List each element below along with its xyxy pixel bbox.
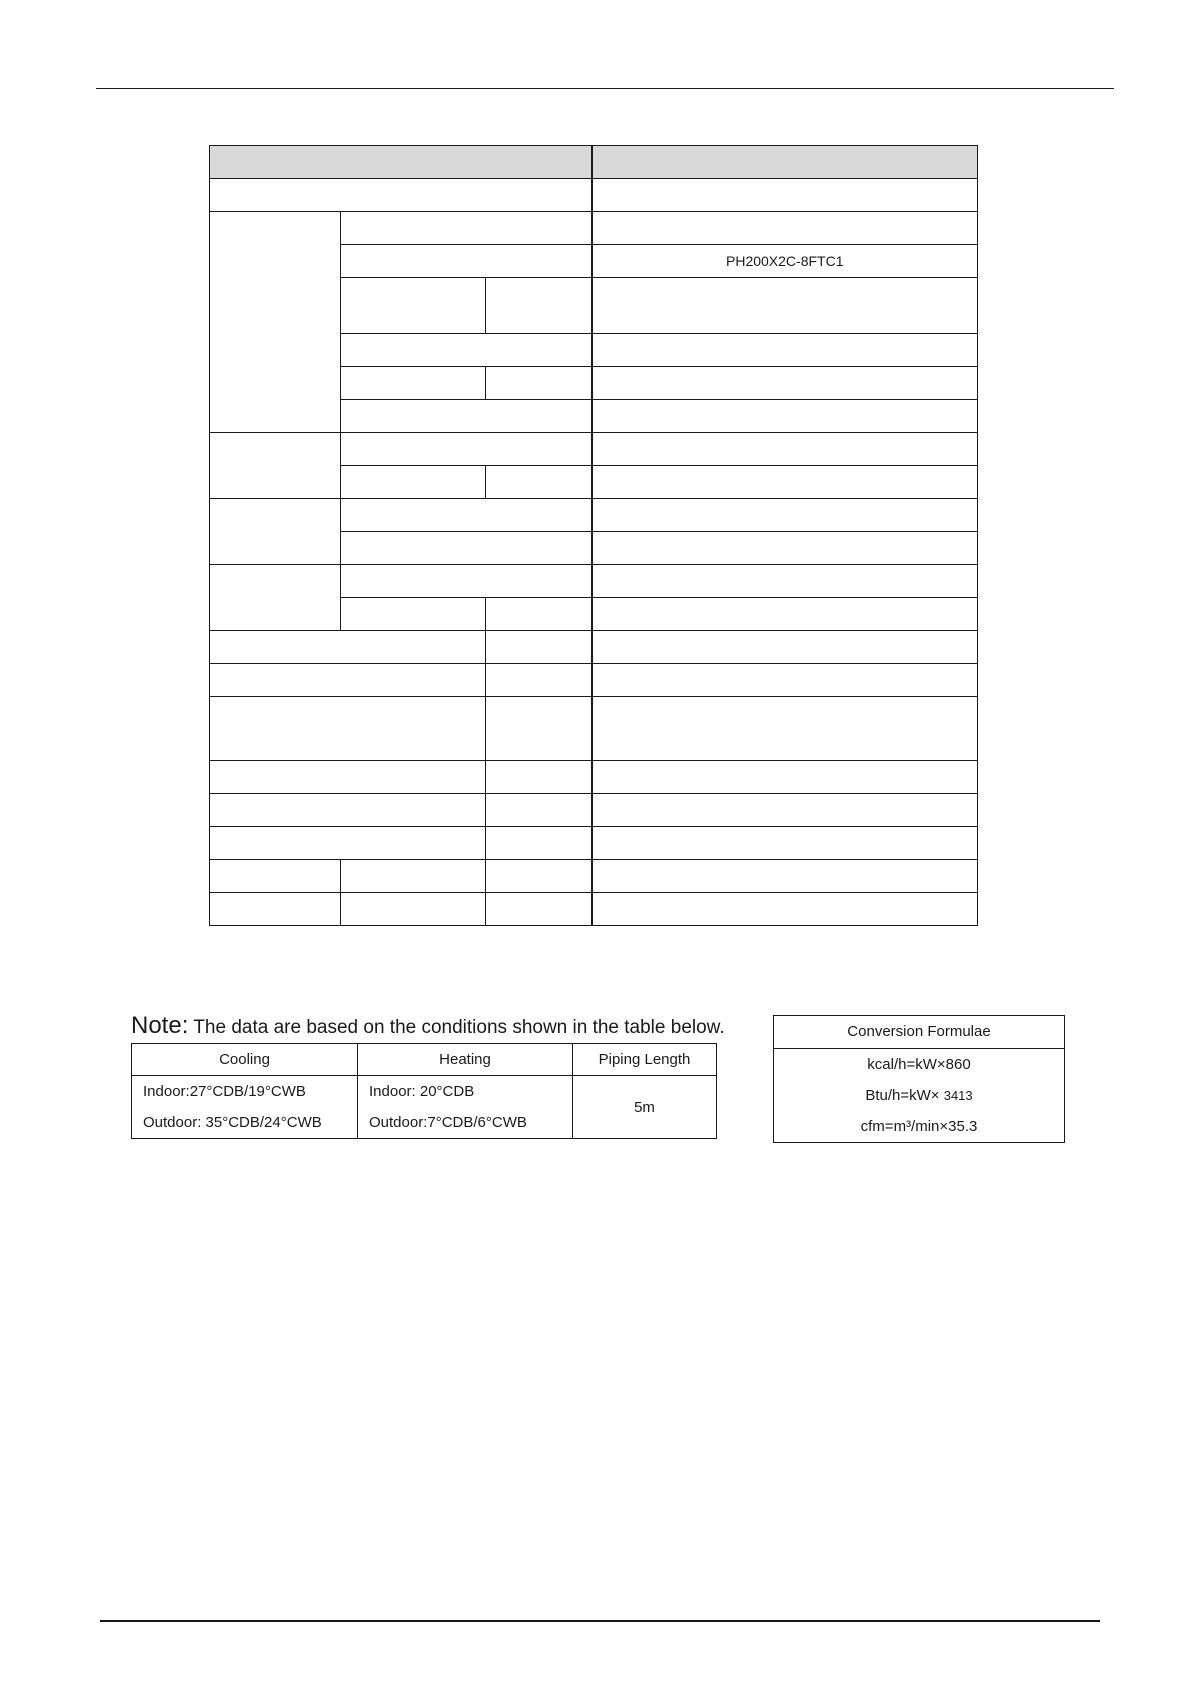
cooling-indoor: Indoor:27°CDB/19°CWB <box>143 1083 306 1100</box>
table-row <box>210 433 978 466</box>
header-piping-length: Piping Length <box>573 1044 717 1076</box>
cooling-cell <box>132 1076 358 1139</box>
note-label: Note: <box>131 1012 189 1039</box>
conversion-btu-prefix: Btu/h=kW× <box>865 1087 940 1104</box>
table-row <box>210 179 978 212</box>
heating-indoor: Indoor: 20°CDB <box>369 1083 475 1100</box>
header-rule <box>96 88 1114 89</box>
heating-cell <box>358 1076 573 1139</box>
table-row <box>210 212 978 245</box>
specification-table <box>209 145 978 926</box>
table-row <box>210 631 978 664</box>
table-row <box>210 499 978 532</box>
footer-rule <box>100 1620 1100 1622</box>
table-row <box>210 697 978 761</box>
conversion-btu <box>774 1080 1064 1111</box>
conversion-btu-factor: 3413 <box>943 1088 973 1103</box>
table-row <box>210 860 978 893</box>
table-row <box>210 794 978 827</box>
table-row <box>210 893 978 926</box>
conversion-cfm: cfm=m³/min×35.3 <box>860 1118 978 1135</box>
table-row <box>132 1076 717 1139</box>
table-row <box>210 664 978 697</box>
heating-outdoor: Outdoor:7°CDB/6°CWB <box>369 1114 527 1131</box>
table-row <box>132 1044 717 1076</box>
note-text: The data are based on the conditions shown in the table below. <box>193 1017 725 1038</box>
conversion-title: Conversion Formulae <box>774 1016 1064 1049</box>
table-row <box>210 827 978 860</box>
header-heating: Heating <box>358 1044 573 1076</box>
conversion-formulae-box <box>773 1015 1065 1143</box>
table-row <box>210 761 978 794</box>
model-value: PH200X2C-8FTC1 <box>592 245 978 278</box>
conversion-kcal: kcal/h=kW×860 <box>867 1056 971 1073</box>
table-row <box>210 146 978 179</box>
cooling-outdoor: Outdoor: 35°CDB/24°CWB <box>143 1114 322 1131</box>
conditions-table <box>131 1043 717 1139</box>
piping-length-value: 5m <box>573 1076 717 1139</box>
header-cooling: Cooling <box>132 1044 358 1076</box>
note-heading <box>131 1012 725 1040</box>
table-row <box>210 565 978 598</box>
